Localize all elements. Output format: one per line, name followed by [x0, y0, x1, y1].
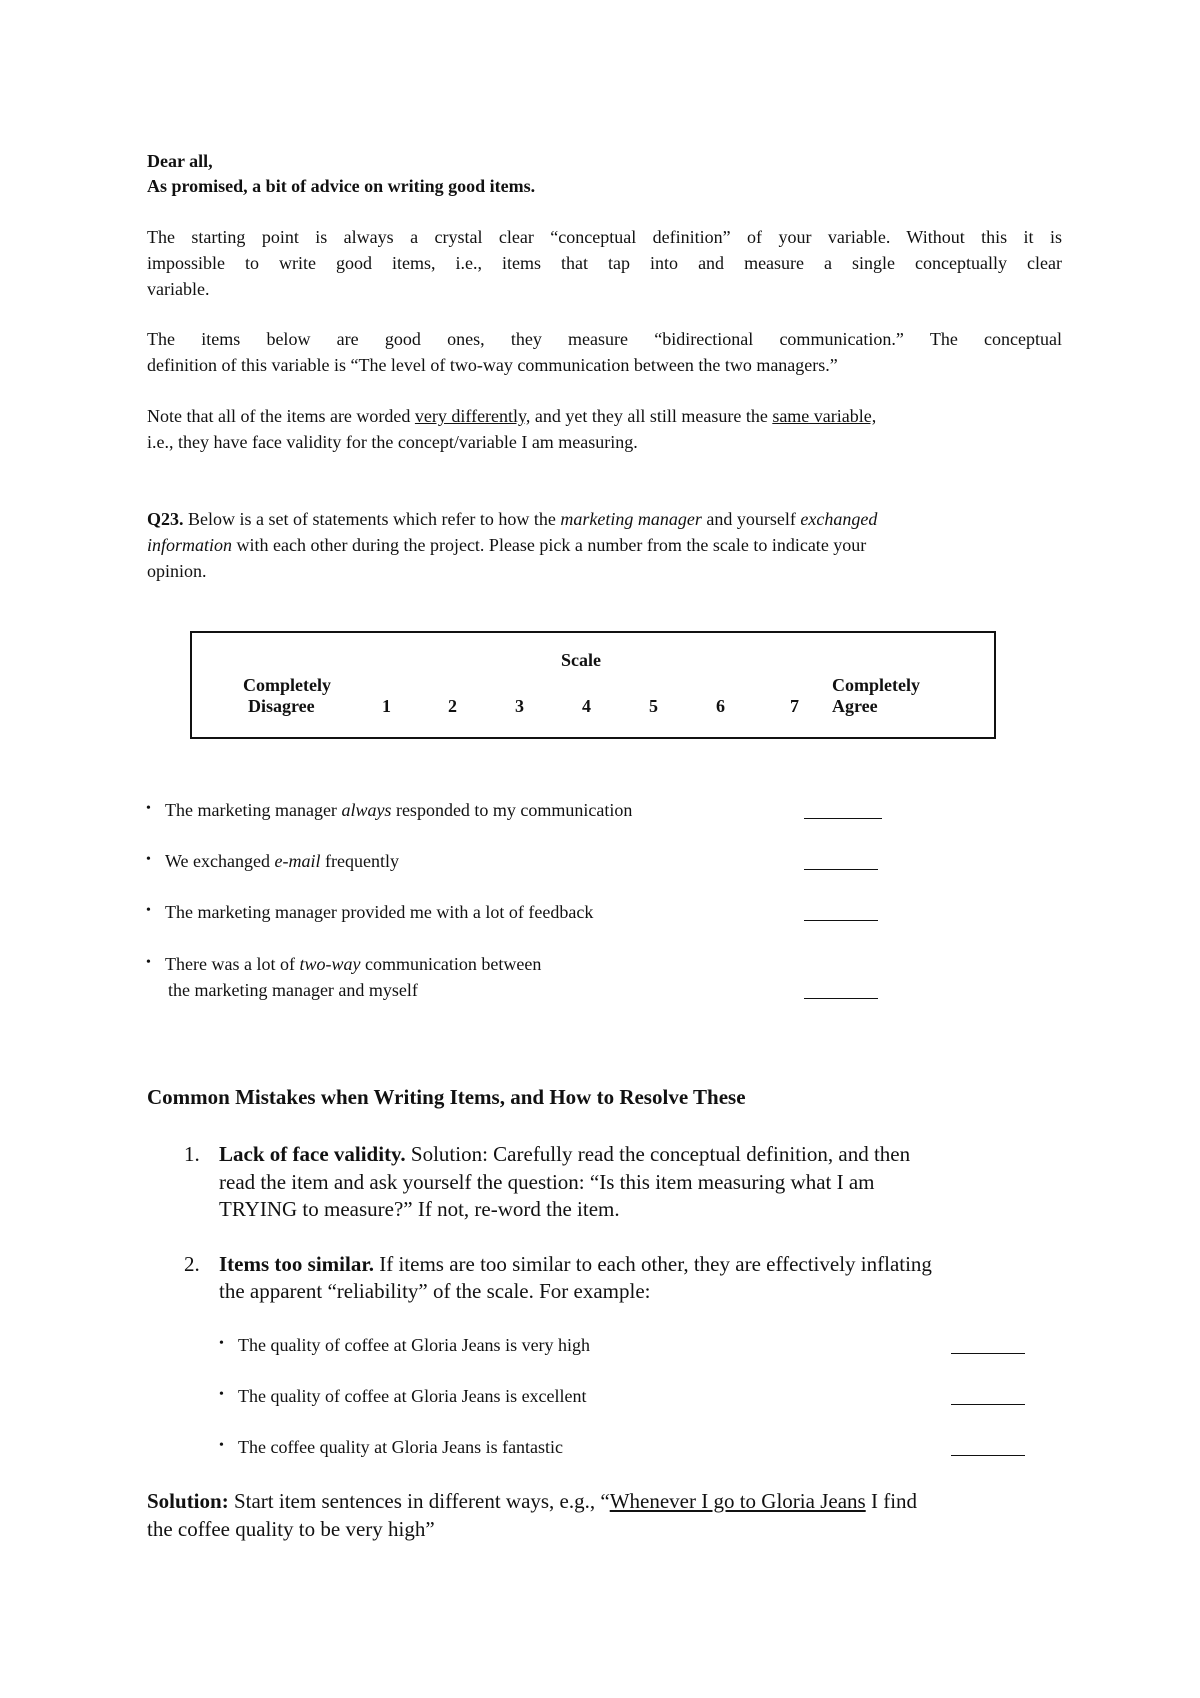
item-1-text-a: The marketing manager [165, 800, 342, 820]
item-4-text-a: There was a lot of [165, 954, 300, 974]
example-2-answer-blank[interactable] [951, 1404, 1025, 1405]
scale-number-6: 6 [716, 696, 725, 716]
item-4-bullet-icon: • [146, 955, 151, 970]
item-1-bullet-icon: • [146, 801, 151, 816]
item-2-text-a: We exchanged [165, 851, 275, 871]
item-4-text-c: communication between [360, 954, 542, 974]
mistake-1-line3: TRYING to measure?” If not, re-word the item. [219, 1197, 620, 1221]
intro-line: As promised, a bit of advice on writing good items. [147, 176, 536, 196]
q23-text-c: and yourself [701, 509, 801, 529]
item-3-bullet-icon: • [146, 903, 151, 918]
item-4-answer-blank[interactable] [804, 998, 878, 999]
mistake-1-title: Lack of face validity. [219, 1142, 406, 1166]
scale-right-label-2: Agree [832, 696, 878, 716]
solution-label: Solution: [147, 1489, 229, 1513]
q23-italic-marketing-manager: marketing manager [560, 509, 702, 529]
mistake-1-line1 [219, 1140, 910, 1168]
item-4-text-line2: the marketing manager and myself [168, 980, 418, 1000]
example-1-bullet-icon: • [219, 1336, 224, 1351]
mistakes-heading: Common Mistakes when Writing Items, and How to Resolve These [147, 1085, 746, 1109]
para2-line2: definition of this variable is “The level of two-way communication between the two managers.” [147, 355, 838, 375]
example-3-answer-blank[interactable] [951, 1455, 1025, 1456]
para3-underline-very-differently: very differently, [414, 406, 531, 426]
scale-number-5: 5 [649, 696, 658, 716]
para1-line2: impossible to write good items, i.e., items that tap into and measure a single conceptually clear [147, 253, 1062, 273]
example-3-text: The coffee quality at Gloria Jeans is fantastic [238, 1437, 564, 1457]
item-1-italic: always [341, 800, 392, 820]
mistake-2-title: Items too similar. [219, 1252, 374, 1276]
scale-left-label-2: Disagree [248, 696, 315, 716]
scale-number-4: 4 [582, 696, 591, 716]
q23-italic-exchanged: exchanged [800, 509, 878, 529]
example-3-bullet-icon: • [219, 1438, 224, 1453]
item-2-bullet-icon: • [146, 852, 151, 867]
para1-line3: variable. [147, 279, 210, 299]
q23-italic-information: information [147, 535, 233, 555]
scale-right-label-1: Completely [832, 675, 920, 695]
item-4-text [165, 951, 541, 977]
item-1-answer-blank[interactable] [804, 818, 882, 819]
item-4-italic: two-way [299, 954, 361, 974]
mistake-1-number: 1. [184, 1142, 200, 1166]
example-2-text: The quality of coffee at Gloria Jeans is excellent [238, 1386, 587, 1406]
q23-line1 [147, 506, 877, 532]
item-2-text-c: frequently [320, 851, 399, 871]
mistake-2-line1 [219, 1250, 932, 1278]
scale-number-3: 3 [515, 696, 524, 716]
item-1-text [165, 797, 632, 823]
item-2-text [165, 848, 399, 874]
item-2-italic: e-mail [274, 851, 321, 871]
scale-number-7: 7 [790, 696, 799, 716]
mistake-2-line2: the apparent “reliability” of the scale. For example: [219, 1279, 651, 1303]
q23-text-f: with each other during the project. Please pick a number from the scale to indicate your [232, 535, 867, 555]
example-2-bullet-icon: • [219, 1387, 224, 1402]
q23-line3: opinion. [147, 561, 207, 581]
q23-line2 [147, 532, 866, 558]
example-1-text: The quality of coffee at Gloria Jeans is very high [238, 1335, 591, 1355]
para3-underline-same-variable: same variable, [772, 406, 877, 426]
scale-number-1: 1 [382, 696, 391, 716]
item-3-answer-blank[interactable] [804, 920, 878, 921]
para3-line2: i.e., they have face validity for the concept/variable I am measuring. [147, 432, 638, 452]
mistake-1-line2: read the item and ask yourself the question: “Is this item measuring what I am [219, 1170, 875, 1194]
solution-underline: Whenever I go to Gloria Jeans [609, 1489, 866, 1513]
q23-text-a: Below is a set of statements which refer to how the [183, 509, 561, 529]
scale-title: Scale [561, 650, 601, 670]
solution-line2: the coffee quality to be very high” [147, 1517, 435, 1541]
para2-line1: The items below are good ones, they measure “bidirectional communication.” The conceptual [147, 329, 1062, 349]
para1-line1: The starting point is always a crystal clear “conceptual definition” of your variable. Without this it is [147, 227, 1062, 247]
q23-label: Q23. [147, 509, 184, 529]
greeting: Dear all, [147, 151, 213, 171]
item-3-text: The marketing manager provided me with a lot of feedback [165, 902, 594, 922]
mistake-2-rest: If items are too similar to each other, they are effectively inflating [373, 1252, 932, 1276]
scale-number-2: 2 [448, 696, 457, 716]
scale-left-label-1: Completely [243, 675, 331, 695]
item-2-answer-blank[interactable] [804, 869, 878, 870]
para3-line1 [147, 403, 876, 429]
example-1-answer-blank[interactable] [951, 1353, 1025, 1354]
solution-text-a: Start item sentences in different ways, e.g., “ [228, 1489, 610, 1513]
para3-text-a: Note that all of the items are worded [147, 406, 415, 426]
item-1-text-c: responded to my communication [391, 800, 633, 820]
solution-line1 [147, 1487, 917, 1515]
mistake-1-rest: Solution: Carefully read the conceptual definition, and then [405, 1142, 911, 1166]
para3-text-c: and yet they all still measure the [530, 406, 773, 426]
solution-text-b: I find [865, 1489, 918, 1513]
mistake-2-number: 2. [184, 1252, 200, 1276]
